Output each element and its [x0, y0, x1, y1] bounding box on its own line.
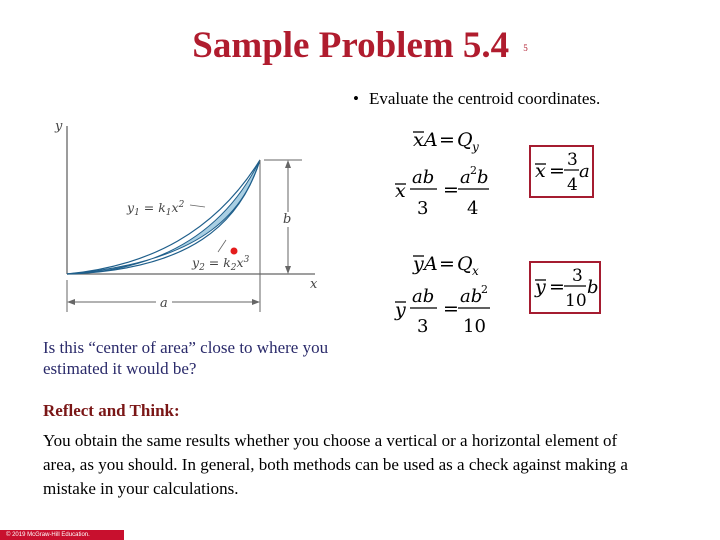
svg-text:A: A: [424, 129, 438, 151]
dim-a-arrow-right: [252, 299, 260, 305]
curve1-leader: [190, 205, 205, 207]
title-text: Sample Problem 5.4: [192, 25, 510, 66]
svg-text:ab: ab: [412, 167, 435, 188]
eq4: [394, 283, 490, 337]
footer-bar: [0, 530, 124, 540]
svg-text:10: 10: [565, 291, 587, 311]
svg-text:x: x: [395, 180, 406, 202]
svg-text:y: y: [472, 140, 479, 154]
curve1-label: $y_1 = k_1x^2$: [127, 200, 185, 218]
bullet-icon: •: [353, 89, 359, 108]
dim-a-arrow-left: [67, 299, 75, 305]
dim-a-label: a: [160, 296, 168, 311]
svg-text:x: x: [535, 160, 546, 182]
dim-b-arrow-bottom: [285, 266, 291, 274]
area-figure: [40, 112, 340, 317]
bullet-item: [353, 89, 600, 109]
svg-text:ab: ab: [460, 286, 483, 307]
eq2: [395, 164, 489, 219]
svg-text:=: =: [443, 179, 459, 201]
shaded-area: [67, 160, 260, 274]
dim-b-label: b: [283, 212, 292, 227]
svg-text:Q: Q: [457, 253, 473, 275]
curve-y1: [67, 160, 260, 274]
curve2-leader: [218, 240, 226, 252]
y-axis-label: y: [55, 119, 63, 134]
reflect-body: You obtain the same results whether you choose a vertical or a horizontal element of area, as you should. In general, both methods can be used as a check against making a mistake in your calculations.: [43, 431, 628, 498]
svg-text:2: 2: [470, 164, 477, 177]
page-number: 5: [523, 43, 528, 53]
svg-text:=: =: [443, 298, 459, 320]
svg-text:y: y: [413, 253, 424, 275]
copyright-text: © 2019 McGraw-Hill Education.: [6, 532, 90, 538]
centroid-marker: [231, 248, 238, 255]
curve2-label: $y_2 = k_2x^3$: [192, 255, 250, 273]
svg-text:4: 4: [567, 175, 578, 195]
reflect-heading: Reflect and Think:: [43, 401, 180, 420]
svg-text:3: 3: [417, 316, 429, 337]
svg-text:10: 10: [463, 316, 486, 337]
svg-text:3: 3: [417, 198, 429, 219]
dim-b-arrow-top: [285, 160, 291, 168]
result-y-box: [530, 262, 600, 313]
question-text: Is this “center of area” close to where you estimated it would be?: [43, 338, 329, 378]
page-title: [0, 24, 720, 67]
svg-text:=: =: [549, 276, 565, 298]
svg-text:3: 3: [572, 266, 583, 286]
svg-text:=: =: [549, 160, 565, 182]
svg-text:x: x: [472, 264, 479, 278]
svg-text:=: =: [439, 253, 455, 275]
svg-text:a: a: [460, 167, 471, 188]
equations-panel: [380, 120, 610, 340]
bullet-text: Evaluate the centroid coordinates.: [368, 89, 601, 108]
svg-text:y: y: [395, 299, 406, 321]
svg-text:ab: ab: [412, 286, 435, 307]
svg-text:y: y: [535, 276, 546, 298]
svg-text:2: 2: [481, 283, 488, 296]
svg-text:b: b: [477, 167, 489, 188]
eq1: [413, 129, 479, 154]
svg-text:x: x: [413, 129, 424, 151]
svg-text:b: b: [587, 277, 599, 298]
result-x-box: [530, 146, 593, 197]
curve-y2: [67, 160, 260, 274]
x-axis-label: x: [310, 277, 318, 292]
svg-text:Q: Q: [457, 129, 473, 151]
svg-text:3: 3: [567, 150, 578, 170]
svg-text:A: A: [424, 253, 438, 275]
eq3: [412, 253, 479, 278]
svg-text:a: a: [579, 161, 590, 182]
svg-text:=: =: [439, 129, 455, 151]
svg-text:4: 4: [467, 198, 479, 219]
